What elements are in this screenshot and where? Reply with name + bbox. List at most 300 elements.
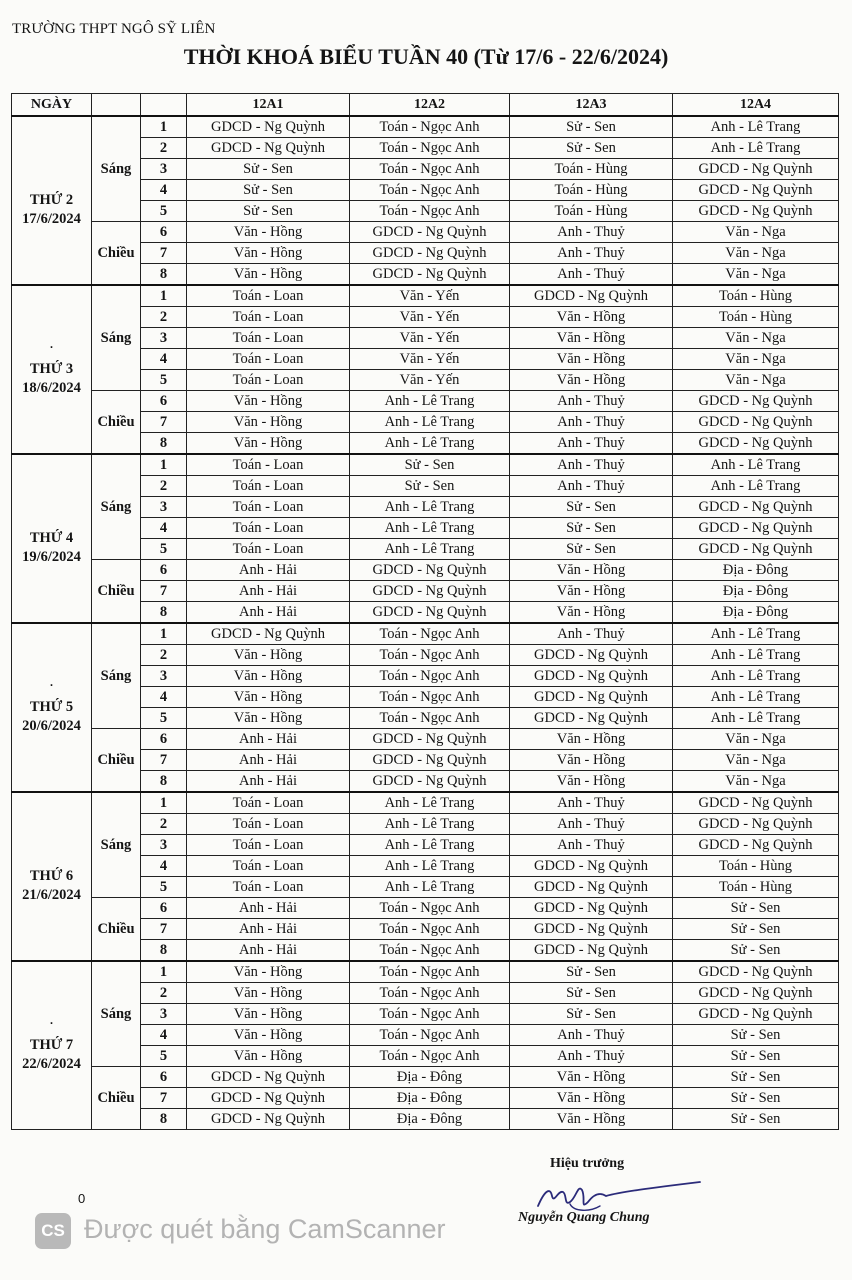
subject-cell: GDCD - Ng Quỳnh [673, 835, 839, 856]
subject-cell: Toán - Loan [187, 328, 350, 349]
period-cell: 7 [141, 1088, 187, 1109]
page-title: THỜI KHOÁ BIỂU TUẦN 40 (Từ 17/6 - 22/6/2024) [183, 44, 669, 69]
subject-cell: Anh - Lê Trang [350, 835, 510, 856]
subject-cell: Toán - Ngọc Anh [350, 180, 510, 201]
subject-cell: GDCD - Ng Quỳnh [187, 1088, 350, 1109]
subject-cell: Sử - Sen [673, 1067, 839, 1088]
subject-cell: GDCD - Ng Quỳnh [350, 560, 510, 581]
period-cell: 8 [141, 433, 187, 455]
subject-cell: Anh - Hải [187, 919, 350, 940]
subject-cell: Toán - Loan [187, 307, 350, 328]
subject-cell: Toán - Ngọc Anh [350, 1025, 510, 1046]
period-cell: 4 [141, 180, 187, 201]
day-date: 20/6/2024 [22, 717, 81, 734]
subject-cell: GDCD - Ng Quỳnh [673, 792, 839, 814]
table-row [12, 285, 839, 307]
period-cell: 7 [141, 750, 187, 771]
day-dot: · [49, 339, 54, 354]
subject-cell: Văn - Nga [673, 264, 839, 286]
period-cell: 4 [141, 856, 187, 877]
subject-cell: Văn - Hồng [510, 602, 673, 624]
subject-cell: Anh - Lê Trang [673, 454, 839, 476]
subject-cell: Toán - Ngọc Anh [350, 116, 510, 138]
subject-cell: Sử - Sen [673, 1109, 839, 1130]
subject-cell: GDCD - Ng Quỳnh [673, 412, 839, 433]
subject-cell: Văn - Hồng [187, 1025, 350, 1046]
subject-cell: GDCD - Ng Quỳnh [187, 1067, 350, 1088]
subject-cell: Sử - Sen [350, 476, 510, 497]
subject-cell: Văn - Hồng [510, 771, 673, 793]
period-cell: 1 [141, 623, 187, 645]
subject-cell: GDCD - Ng Quỳnh [673, 433, 839, 455]
subject-cell: Toán - Ngọc Anh [350, 708, 510, 729]
subject-cell: Sử - Sen [673, 898, 839, 919]
day-date: 18/6/2024 [22, 379, 81, 396]
timetable [11, 93, 839, 1130]
period-cell: 5 [141, 539, 187, 560]
subject-cell: Văn - Nga [673, 750, 839, 771]
subject-cell: Anh - Lê Trang [673, 138, 839, 159]
subject-cell: GDCD - Ng Quỳnh [673, 201, 839, 222]
subject-cell: GDCD - Ng Quỳnh [673, 159, 839, 180]
subject-cell: Anh - Lê Trang [673, 476, 839, 497]
subject-cell: Văn - Nga [673, 243, 839, 264]
subject-cell: Anh - Lê Trang [673, 666, 839, 687]
subject-cell: Văn - Nga [673, 328, 839, 349]
subject-cell: Anh - Thuỷ [510, 222, 673, 243]
subject-cell: Sử - Sen [673, 919, 839, 940]
subject-cell: Toán - Ngọc Anh [350, 919, 510, 940]
subject-cell: Văn - Yến [350, 370, 510, 391]
subject-cell: GDCD - Ng Quỳnh [673, 180, 839, 201]
table-row [12, 454, 839, 476]
subject-cell: Sử - Sen [510, 983, 673, 1004]
subject-cell: Toán - Loan [187, 518, 350, 539]
table-row [12, 961, 839, 983]
subject-cell: Toán - Loan [187, 835, 350, 856]
session-cell: Sáng [92, 623, 141, 729]
table-row [12, 792, 839, 814]
day-dot [12, 173, 91, 191]
subject-cell: Anh - Thuỷ [510, 1046, 673, 1067]
subject-cell: Sử - Sen [187, 180, 350, 201]
period-cell: 2 [141, 307, 187, 328]
subject-cell: Văn - Hồng [510, 560, 673, 581]
col-header-session [92, 94, 141, 117]
subject-cell: Văn - Yến [350, 349, 510, 370]
subject-cell: Sử - Sen [673, 1025, 839, 1046]
period-cell: 4 [141, 687, 187, 708]
subject-cell: Toán - Hùng [673, 307, 839, 328]
period-cell: 7 [141, 243, 187, 264]
period-cell: 8 [141, 940, 187, 962]
subject-cell: Địa - Đông [673, 560, 839, 581]
subject-cell: Địa - Đông [673, 602, 839, 624]
subject-cell: GDCD - Ng Quỳnh [350, 729, 510, 750]
day-cell [12, 454, 92, 623]
subject-cell: Anh - Hải [187, 602, 350, 624]
subject-cell: GDCD - Ng Quỳnh [350, 602, 510, 624]
subject-cell: Sử - Sen [510, 1004, 673, 1025]
subject-cell: Địa - Đông [350, 1067, 510, 1088]
period-cell: 1 [141, 792, 187, 814]
subject-cell: Anh - Thuỷ [510, 433, 673, 455]
period-cell: 1 [141, 454, 187, 476]
session-cell: Chiều [92, 1067, 141, 1130]
camscanner-logo: CS [35, 1213, 71, 1249]
subject-cell: Sử - Sen [510, 116, 673, 138]
subject-cell: Anh - Thuỷ [510, 1025, 673, 1046]
session-cell: Sáng [92, 792, 141, 898]
table-row [12, 623, 839, 645]
subject-cell: Văn - Hồng [510, 1067, 673, 1088]
period-cell: 8 [141, 264, 187, 286]
subject-cell: GDCD - Ng Quỳnh [673, 961, 839, 983]
period-cell: 3 [141, 1004, 187, 1025]
subject-cell: Văn - Yến [350, 285, 510, 307]
col-header-12a2: 12A2 [350, 94, 510, 117]
subject-cell: GDCD - Ng Quỳnh [510, 687, 673, 708]
subject-cell: Anh - Hải [187, 729, 350, 750]
day-dot: · [49, 677, 54, 692]
period-cell: 5 [141, 708, 187, 729]
subject-cell: GDCD - Ng Quỳnh [510, 898, 673, 919]
signature-title: Hiệu trưởng [550, 1156, 625, 1171]
subject-cell: GDCD - Ng Quỳnh [510, 919, 673, 940]
subject-cell: GDCD - Ng Quỳnh [350, 750, 510, 771]
session-cell: Sáng [92, 116, 141, 222]
subject-cell: GDCD - Ng Quỳnh [673, 518, 839, 539]
subject-cell: Toán - Loan [187, 476, 350, 497]
subject-cell: Anh - Thuỷ [510, 476, 673, 497]
period-cell: 3 [141, 835, 187, 856]
subject-cell: GDCD - Ng Quỳnh [510, 877, 673, 898]
subject-cell: Anh - Thuỷ [510, 623, 673, 645]
subject-cell: Sử - Sen [187, 201, 350, 222]
period-cell: 4 [141, 1025, 187, 1046]
subject-cell: Anh - Hải [187, 940, 350, 962]
subject-cell: Sử - Sen [510, 138, 673, 159]
subject-cell: Sử - Sen [350, 454, 510, 476]
page-number: 0 [78, 1191, 86, 1206]
day-cell [12, 961, 92, 1130]
col-header-12a3: 12A3 [510, 94, 673, 117]
period-cell: 6 [141, 222, 187, 243]
period-cell: 2 [141, 983, 187, 1004]
subject-cell: Toán - Ngọc Anh [350, 623, 510, 645]
subject-cell: Văn - Hồng [187, 264, 350, 286]
subject-cell: Toán - Ngọc Anh [350, 687, 510, 708]
day-name: THỨ 4 [29, 529, 74, 546]
subject-cell: GDCD - Ng Quỳnh [350, 222, 510, 243]
period-cell: 4 [141, 349, 187, 370]
subject-cell: GDCD - Ng Quỳnh [187, 1109, 350, 1130]
subject-cell: Sử - Sen [510, 497, 673, 518]
session-cell: Chiều [92, 898, 141, 962]
subject-cell: Sử - Sen [673, 1088, 839, 1109]
day-cell [12, 285, 92, 454]
subject-cell: Văn - Hồng [510, 370, 673, 391]
subject-cell: Toán - Ngọc Anh [350, 940, 510, 962]
table-row [12, 729, 839, 750]
period-cell: 6 [141, 898, 187, 919]
day-name: THỨ 7 [29, 1036, 74, 1053]
subject-cell: Toán - Loan [187, 349, 350, 370]
subject-cell: Văn - Hồng [187, 708, 350, 729]
subject-cell: GDCD - Ng Quỳnh [673, 497, 839, 518]
subject-cell: Anh - Thuỷ [510, 814, 673, 835]
period-cell: 8 [141, 1109, 187, 1130]
subject-cell: Toán - Ngọc Anh [350, 645, 510, 666]
subject-cell: Anh - Lê Trang [350, 497, 510, 518]
table-row [12, 1067, 839, 1088]
subject-cell: Anh - Lê Trang [673, 645, 839, 666]
subject-cell: Anh - Lê Trang [350, 814, 510, 835]
subject-cell: Toán - Loan [187, 856, 350, 877]
day-dot [12, 511, 91, 529]
subject-cell: Văn - Yến [350, 328, 510, 349]
period-cell: 6 [141, 1067, 187, 1088]
subject-cell: Anh - Thuỷ [510, 835, 673, 856]
session-cell: Chiều [92, 729, 141, 793]
subject-cell: Văn - Hồng [510, 307, 673, 328]
period-cell: 6 [141, 560, 187, 581]
session-cell: Sáng [92, 961, 141, 1067]
subject-cell: Anh - Lê Trang [673, 687, 839, 708]
principal-name: Nguyễn Quang Chung [518, 1210, 650, 1225]
period-cell: 7 [141, 581, 187, 602]
subject-cell: Văn - Hồng [187, 222, 350, 243]
table-row [12, 560, 839, 581]
subject-cell: Toán - Ngọc Anh [350, 138, 510, 159]
table-header-row [12, 94, 839, 117]
subject-cell: Toán - Loan [187, 285, 350, 307]
col-header-day: NGÀY [12, 94, 92, 117]
period-cell: 2 [141, 476, 187, 497]
subject-cell: Toán - Hùng [510, 180, 673, 201]
subject-cell: Địa - Đông [350, 1088, 510, 1109]
subject-cell: Anh - Thuỷ [510, 454, 673, 476]
subject-cell: Toán - Loan [187, 370, 350, 391]
subject-cell: Toán - Ngọc Anh [350, 666, 510, 687]
subject-cell: Văn - Hồng [187, 391, 350, 412]
subject-cell: Văn - Hồng [187, 243, 350, 264]
session-cell: Chiều [92, 391, 141, 455]
period-cell: 7 [141, 919, 187, 940]
subject-cell: Anh - Hải [187, 581, 350, 602]
subject-cell: Sử - Sen [673, 940, 839, 962]
period-cell: 6 [141, 729, 187, 750]
period-cell: 7 [141, 412, 187, 433]
subject-cell: Sử - Sen [510, 518, 673, 539]
subject-cell: GDCD - Ng Quỳnh [673, 539, 839, 560]
day-date: 17/6/2024 [22, 210, 81, 227]
subject-cell: Văn - Nga [673, 729, 839, 750]
subject-cell: GDCD - Ng Quỳnh [510, 708, 673, 729]
period-cell: 3 [141, 159, 187, 180]
col-header-12a1: 12A1 [187, 94, 350, 117]
subject-cell: Văn - Hồng [187, 645, 350, 666]
subject-cell: Toán - Ngọc Anh [350, 1046, 510, 1067]
subject-cell: GDCD - Ng Quỳnh [187, 138, 350, 159]
period-cell: 1 [141, 285, 187, 307]
subject-cell: Toán - Ngọc Anh [350, 1004, 510, 1025]
subject-cell: Toán - Loan [187, 454, 350, 476]
subject-cell: Toán - Hùng [673, 285, 839, 307]
subject-cell: GDCD - Ng Quỳnh [673, 983, 839, 1004]
subject-cell: Văn - Hồng [510, 1109, 673, 1130]
subject-cell: Toán - Ngọc Anh [350, 159, 510, 180]
subject-cell: Văn - Hồng [510, 729, 673, 750]
period-cell: 2 [141, 814, 187, 835]
day-date: 19/6/2024 [22, 548, 81, 565]
period-cell: 2 [141, 138, 187, 159]
subject-cell: GDCD - Ng Quỳnh [350, 771, 510, 793]
period-cell: 6 [141, 391, 187, 412]
subject-cell: Anh - Thuỷ [510, 243, 673, 264]
period-cell: 3 [141, 666, 187, 687]
subject-cell: Địa - Đông [350, 1109, 510, 1130]
subject-cell: Địa - Đông [673, 581, 839, 602]
period-cell: 5 [141, 1046, 187, 1067]
subject-cell: Toán - Ngọc Anh [350, 961, 510, 983]
subject-cell: Văn - Nga [673, 370, 839, 391]
subject-cell: Sử - Sen [510, 961, 673, 983]
day-dot [12, 849, 91, 867]
subject-cell: Anh - Hải [187, 771, 350, 793]
subject-cell: Anh - Lê Trang [350, 539, 510, 560]
day-name: THỨ 3 [29, 360, 74, 377]
day-cell [12, 792, 92, 961]
subject-cell: GDCD - Ng Quỳnh [673, 1004, 839, 1025]
subject-cell: Văn - Hồng [187, 961, 350, 983]
subject-cell: Anh - Lê Trang [350, 792, 510, 814]
subject-cell: Văn - Hồng [510, 750, 673, 771]
table-row [12, 898, 839, 919]
subject-cell: Văn - Hồng [187, 983, 350, 1004]
table-row [12, 116, 839, 138]
subject-cell: Anh - Thuỷ [510, 412, 673, 433]
day-date: 21/6/2024 [22, 886, 81, 903]
period-cell: 8 [141, 771, 187, 793]
subject-cell: Văn - Nga [673, 222, 839, 243]
subject-cell: Văn - Hồng [187, 412, 350, 433]
subject-cell: Anh - Hải [187, 898, 350, 919]
subject-cell: Anh - Lê Trang [350, 877, 510, 898]
subject-cell: Văn - Hồng [187, 1004, 350, 1025]
subject-cell: Văn - Hồng [187, 687, 350, 708]
subject-cell: Anh - Lê Trang [673, 623, 839, 645]
subject-cell: Anh - Lê Trang [350, 412, 510, 433]
subject-cell: Văn - Hồng [510, 1088, 673, 1109]
session-cell: Sáng [92, 285, 141, 391]
subject-cell: GDCD - Ng Quỳnh [510, 856, 673, 877]
subject-cell: Toán - Hùng [510, 159, 673, 180]
subject-cell: Anh - Lê Trang [350, 856, 510, 877]
period-cell: 1 [141, 116, 187, 138]
day-dot: · [49, 1015, 54, 1030]
subject-cell: Sử - Sen [510, 539, 673, 560]
day-name: THỨ 5 [29, 698, 74, 715]
subject-cell: Anh - Lê Trang [673, 116, 839, 138]
subject-cell: Anh - Lê Trang [350, 518, 510, 539]
subject-cell: Toán - Loan [187, 497, 350, 518]
day-cell [12, 623, 92, 792]
subject-cell: Toán - Hùng [673, 877, 839, 898]
day-date: 22/6/2024 [22, 1055, 81, 1072]
session-cell: Chiều [92, 560, 141, 624]
day-name: THỨ 6 [29, 867, 74, 884]
session-cell: Chiều [92, 222, 141, 286]
col-header-12a4: 12A4 [673, 94, 839, 117]
timetable-body [12, 116, 839, 1130]
camscanner-watermark: Được quét bằng CamScanner [84, 1214, 446, 1244]
period-cell: 2 [141, 645, 187, 666]
subject-cell: Toán - Hùng [510, 201, 673, 222]
subject-cell: GDCD - Ng Quỳnh [350, 243, 510, 264]
period-cell: 5 [141, 370, 187, 391]
subject-cell: Toán - Hùng [673, 856, 839, 877]
table-row [12, 222, 839, 243]
subject-cell: Văn - Hồng [510, 349, 673, 370]
subject-cell: Văn - Nga [673, 349, 839, 370]
col-header-period [141, 94, 187, 117]
subject-cell: Văn - Hồng [187, 666, 350, 687]
period-cell: 3 [141, 497, 187, 518]
subject-cell: GDCD - Ng Quỳnh [673, 391, 839, 412]
subject-cell: GDCD - Ng Quỳnh [350, 264, 510, 286]
subject-cell: Anh - Hải [187, 750, 350, 771]
subject-cell: GDCD - Ng Quỳnh [187, 116, 350, 138]
subject-cell: Toán - Loan [187, 792, 350, 814]
subject-cell: GDCD - Ng Quỳnh [510, 666, 673, 687]
subject-cell: Anh - Thuỷ [510, 391, 673, 412]
school-name: TRƯỜNG THPT NGÔ SỸ LIÊN [12, 21, 216, 37]
subject-cell: Sử - Sen [673, 1046, 839, 1067]
subject-cell: Anh - Hải [187, 560, 350, 581]
subject-cell: GDCD - Ng Quỳnh [510, 940, 673, 962]
session-cell: Sáng [92, 454, 141, 560]
subject-cell: Toán - Loan [187, 539, 350, 560]
subject-cell: Toán - Loan [187, 877, 350, 898]
day-cell [12, 116, 92, 285]
subject-cell: Anh - Lê Trang [673, 708, 839, 729]
subject-cell: Sử - Sen [187, 159, 350, 180]
period-cell: 4 [141, 518, 187, 539]
subject-cell: GDCD - Ng Quỳnh [510, 645, 673, 666]
subject-cell: GDCD - Ng Quỳnh [510, 285, 673, 307]
subject-cell: GDCD - Ng Quỳnh [187, 623, 350, 645]
day-name: THỨ 2 [29, 191, 74, 208]
period-cell: 5 [141, 877, 187, 898]
subject-cell: Anh - Thuỷ [510, 264, 673, 286]
subject-cell: Văn - Hồng [187, 433, 350, 455]
subject-cell: Văn - Yến [350, 307, 510, 328]
subject-cell: Văn - Hồng [187, 1046, 350, 1067]
subject-cell: Anh - Lê Trang [350, 391, 510, 412]
subject-cell: Toán - Ngọc Anh [350, 201, 510, 222]
subject-cell: GDCD - Ng Quỳnh [673, 814, 839, 835]
subject-cell: Văn - Hồng [510, 328, 673, 349]
table-row [12, 391, 839, 412]
subject-cell: GDCD - Ng Quỳnh [350, 581, 510, 602]
subject-cell: Anh - Thuỷ [510, 792, 673, 814]
subject-cell: Toán - Ngọc Anh [350, 983, 510, 1004]
subject-cell: Toán - Loan [187, 814, 350, 835]
subject-cell: Toán - Ngọc Anh [350, 898, 510, 919]
period-cell: 3 [141, 328, 187, 349]
subject-cell: Văn - Nga [673, 771, 839, 793]
